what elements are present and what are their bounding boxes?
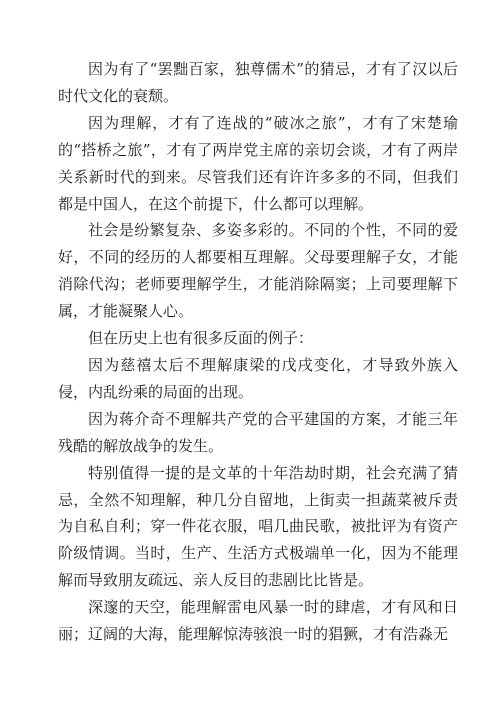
paragraph-1: 因为有了“罢黜百家，独尊儒术”的猜忌，才有了汉以后时代文化的衰颓。 xyxy=(58,60,458,105)
paragraph-2: 因为理解，才有了连战的“破冰之旅”，才有了宋楚瑜的“搭桥之旅”，才有了两岸党主席的亲切会谈，才有了两岸关系新时代的到来。尽管我们还有许许多多的不同，但我们都是中国人，在这个前提下，什么都可以理解。 xyxy=(58,113,458,213)
paragraph-5: 因为慈禧太后不理解康梁的戊戌变化，才导致外族入侵，内乱纷乘的局面的出现。 xyxy=(58,355,458,401)
paragraph-4: 但在历史上也有很多反面的例子： xyxy=(88,329,314,348)
document-body xyxy=(58,56,458,648)
paragraph-3: 社会是纷繁复杂、多姿多彩的。不同的个性，不同的爱好，不同的经历的人都要相互理解。父母要理解子女，才能消除代沟；老师要理解学生，才能消除隔窦；上司要理解下属，才能凝聚人心。 xyxy=(58,221,458,321)
paragraph-7: 特别值得一提的是文革的十年浩劫时期，社会充满了猜忌，全然不知理解，种几分自留地，上街卖一担蔬菜被斥责为自私自利；穿一件花衣服，唱几曲民歌，被批评为有资产阶级情调。当时，生产、生活方式极端单一化，因为不能理解而导致朋友疏远、亲人反目的悲剧比比皆是。 xyxy=(58,463,458,590)
paragraph-6: 因为蒋介奇不理解共产党的合平建国的方案，才能三年残酷的解放战争的发生。 xyxy=(58,409,458,455)
paragraph-8: 深邃的天空，能理解雷电风暴一时的肆虐，才有风和日丽；辽阔的大海，能理解惊涛骇浪一时的猖獗，才有浩淼无 xyxy=(58,598,458,644)
